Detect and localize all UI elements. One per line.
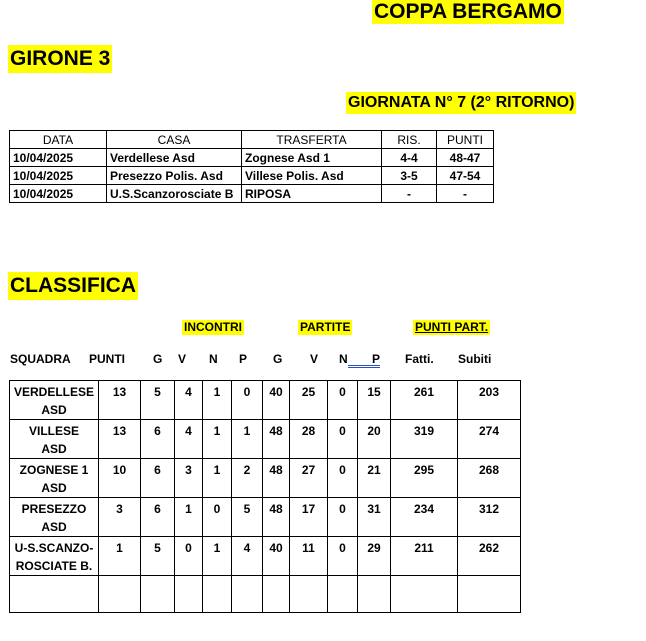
empty-cell xyxy=(99,576,141,613)
header-incontri-v: V xyxy=(178,352,187,366)
games-played: 48 xyxy=(263,498,290,537)
result-score: 4-4 xyxy=(382,149,437,167)
team-name: ZOGNESE 1 ASD xyxy=(10,459,99,498)
matches-drawn: 1 xyxy=(203,459,232,498)
empty-cell xyxy=(10,576,99,613)
games-won: 25 xyxy=(290,381,328,420)
result-row xyxy=(10,185,494,203)
games-drawn: 0 xyxy=(328,459,358,498)
standings-row xyxy=(10,459,521,498)
games-lost: 20 xyxy=(358,420,391,459)
matches-won: 3 xyxy=(175,459,203,498)
matches-won: 4 xyxy=(175,420,203,459)
result-points: 47-54 xyxy=(437,167,494,185)
points-conceded: 203 xyxy=(458,381,521,420)
standings-row xyxy=(10,420,521,459)
matches-drawn: 1 xyxy=(203,381,232,420)
result-row xyxy=(10,149,494,167)
points-scored: 319 xyxy=(391,420,458,459)
group-label-partite: PARTITE xyxy=(300,320,351,334)
games-won: 17 xyxy=(290,498,328,537)
team-name: PRESEZZO ASD xyxy=(10,498,99,537)
games-won: 11 xyxy=(290,537,328,576)
result-home: Presezzo Polis. Asd xyxy=(107,167,242,185)
games-drawn: 0 xyxy=(328,420,358,459)
empty-cell xyxy=(232,576,263,613)
matches-lost: 0 xyxy=(232,381,263,420)
matches-won: 1 xyxy=(175,498,203,537)
matches-drawn: 1 xyxy=(203,420,232,459)
results-table xyxy=(9,130,494,203)
matches-lost: 5 xyxy=(232,498,263,537)
header-squadra: SQUADRA xyxy=(10,352,71,366)
result-home: Verdellese Asd xyxy=(107,149,242,167)
games-lost: 31 xyxy=(358,498,391,537)
empty-cell xyxy=(203,576,232,613)
empty-cell xyxy=(328,576,358,613)
games-won: 27 xyxy=(290,459,328,498)
matches-played: 5 xyxy=(141,381,175,420)
header-partite-p: P xyxy=(372,352,381,366)
header-partite-v: V xyxy=(310,352,319,366)
standings-row xyxy=(10,537,521,576)
empty-cell xyxy=(358,576,391,613)
header-punti: PUNTI xyxy=(89,352,125,366)
team-points: 13 xyxy=(99,381,141,420)
games-lost: 15 xyxy=(358,381,391,420)
matches-drawn: 1 xyxy=(203,537,232,576)
document-title: COPPA BERGAMO xyxy=(374,0,562,23)
matches-played: 6 xyxy=(141,498,175,537)
games-played: 48 xyxy=(263,459,290,498)
matches-lost: 1 xyxy=(232,420,263,459)
games-won: 28 xyxy=(290,420,328,459)
col-trasferta: TRASFERTA xyxy=(242,131,382,149)
result-date: 10/04/2025 xyxy=(10,167,107,185)
header-partite-n: N xyxy=(339,352,348,366)
games-played: 40 xyxy=(263,381,290,420)
col-data: DATA xyxy=(10,131,107,149)
result-date: 10/04/2025 xyxy=(10,149,107,167)
points-conceded: 262 xyxy=(458,537,521,576)
games-drawn: 0 xyxy=(328,381,358,420)
matches-won: 4 xyxy=(175,381,203,420)
header-incontri-n: N xyxy=(209,352,218,366)
points-conceded: 274 xyxy=(458,420,521,459)
points-conceded: 268 xyxy=(458,459,521,498)
points-scored: 295 xyxy=(391,459,458,498)
games-drawn: 0 xyxy=(328,537,358,576)
result-away: Zognese Asd 1 xyxy=(242,149,382,167)
games-played: 48 xyxy=(263,420,290,459)
team-name: U-S.SCANZO- ROSCIATE B. xyxy=(10,537,99,576)
result-score: 3-5 xyxy=(382,167,437,185)
matches-played: 6 xyxy=(141,420,175,459)
result-home: U.S.Scanzorosciate B xyxy=(107,185,242,203)
games-drawn: 0 xyxy=(328,498,358,537)
empty-cell xyxy=(141,576,175,613)
header-incontri-p: P xyxy=(239,352,248,366)
matchday-heading: GIORNATA N° 7 (2° RITORNO) xyxy=(346,92,576,114)
result-points: - xyxy=(437,185,494,203)
result-points: 48-47 xyxy=(437,149,494,167)
result-away: RIPOSA xyxy=(242,185,382,203)
points-scored: 211 xyxy=(391,537,458,576)
matches-lost: 2 xyxy=(232,459,263,498)
standings-heading: CLASSIFICA xyxy=(8,272,138,300)
matches-played: 5 xyxy=(141,537,175,576)
team-points: 13 xyxy=(99,420,141,459)
matches-lost: 4 xyxy=(232,537,263,576)
result-away: Villese Polis. Asd xyxy=(242,167,382,185)
group-label-punti-part: PUNTI PART. xyxy=(415,320,489,334)
header-subiti: Subiti xyxy=(458,352,492,366)
games-played: 40 xyxy=(263,537,290,576)
col-ris: RIS. xyxy=(382,131,437,149)
header-incontri-g: G xyxy=(153,352,163,366)
standings-table xyxy=(9,380,521,613)
col-punti: PUNTI xyxy=(437,131,494,149)
empty-row xyxy=(10,576,521,613)
team-name: VERDELLESE ASD xyxy=(10,381,99,420)
empty-cell xyxy=(458,576,521,613)
result-date: 10/04/2025 xyxy=(10,185,107,203)
games-lost: 29 xyxy=(358,537,391,576)
games-lost: 21 xyxy=(358,459,391,498)
matches-drawn: 0 xyxy=(203,498,232,537)
points-scored: 234 xyxy=(391,498,458,537)
result-score: - xyxy=(382,185,437,203)
empty-cell xyxy=(391,576,458,613)
group-heading: GIRONE 3 xyxy=(8,45,112,73)
header-fatti: Fatti. xyxy=(405,352,434,366)
standings-row xyxy=(10,381,521,420)
team-name: VILLESE ASD xyxy=(10,420,99,459)
group-label-incontri: INCONTRI xyxy=(184,320,242,334)
team-points: 10 xyxy=(99,459,141,498)
col-casa: CASA xyxy=(107,131,242,149)
team-points: 1 xyxy=(99,537,141,576)
matches-played: 6 xyxy=(141,459,175,498)
points-conceded: 312 xyxy=(458,498,521,537)
team-points: 3 xyxy=(99,498,141,537)
header-partite-g: G xyxy=(273,352,283,366)
empty-cell xyxy=(290,576,328,613)
results-header-row xyxy=(10,131,494,149)
empty-cell xyxy=(263,576,290,613)
matches-won: 0 xyxy=(175,537,203,576)
points-scored: 261 xyxy=(391,381,458,420)
result-row xyxy=(10,167,494,185)
empty-cell xyxy=(175,576,203,613)
standings-row xyxy=(10,498,521,537)
